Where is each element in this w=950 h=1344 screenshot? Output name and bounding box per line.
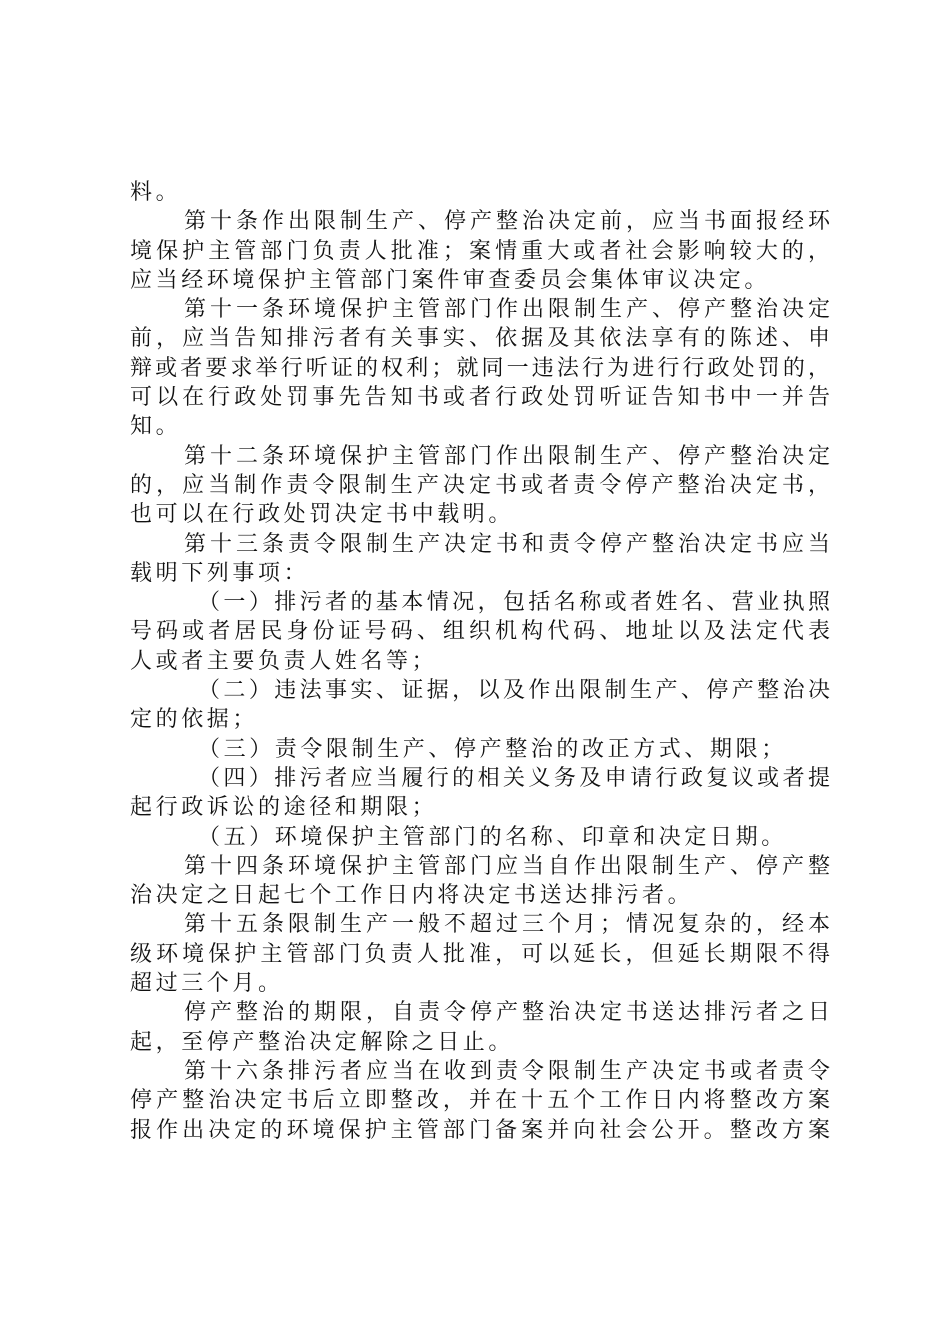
article-11-heading-line: 第十一条环境保护主管部门作出限制生产、停产整治决定 bbox=[184, 297, 830, 323]
text-line: 也可以在行政处罚决定书中载明。 bbox=[130, 502, 515, 528]
text-line: 号码或者居民身份证号码、组织机构代码、地址以及法定代表 bbox=[130, 619, 830, 645]
text-line: 起，至停产整治决定解除之日止。 bbox=[130, 1029, 515, 1055]
text-line: 知。 bbox=[130, 414, 182, 440]
text-line: 定的依据； bbox=[130, 707, 259, 733]
text-line: 停产整治决定书后立即整改，并在十五个工作日内将整改方案 bbox=[130, 1088, 830, 1114]
text-line: 辩或者要求举行听证的权利；就同一违法行为进行行政处罚的， bbox=[130, 355, 830, 381]
text-line: 报作出决定的环境保护主管部门备案并向社会公开。整改方案 bbox=[130, 1117, 830, 1143]
text-line: 的，应当制作责令限制生产决定书或者责令停产整治决定书， bbox=[130, 472, 830, 498]
article-16-heading-line: 第十六条排污者应当在收到责令限制生产决定书或者责令 bbox=[184, 1058, 830, 1084]
text-line: 治决定之日起七个工作日内将决定书送达排污者。 bbox=[130, 883, 694, 909]
list-item-2-line: （二）违法事实、证据，以及作出限制生产、停产整治决 bbox=[198, 678, 830, 704]
list-item-3-line: （三）责令限制生产、停产整治的改正方式、期限； bbox=[198, 736, 787, 762]
list-item-5-line: （五）环境保护主管部门的名称、印章和决定日期。 bbox=[198, 824, 787, 850]
text-line: 前，应当告知排污者有关事实、依据及其依法享有的陈述、申 bbox=[130, 326, 830, 352]
text-line: 载明下列事项： bbox=[130, 560, 310, 586]
text-line: 超过三个月。 bbox=[130, 971, 284, 997]
text-line: 料。 bbox=[130, 180, 182, 205]
article-12-heading-line: 第十二条环境保护主管部门作出限制生产、停产整治决定 bbox=[184, 443, 830, 469]
article-15-heading-line: 第十五条限制生产一般不超过三个月；情况复杂的，经本 bbox=[184, 912, 830, 938]
text-line: 起行政诉讼的途径和期限； bbox=[130, 795, 438, 821]
article-13-heading-line: 第十三条责令限制生产决定书和责令停产整治决定书应当 bbox=[184, 531, 830, 557]
article-10-heading-line: 第十条作出限制生产、停产整治决定前，应当书面报经环 bbox=[184, 209, 830, 235]
list-item-1-line: （一）排污者的基本情况，包括名称或者姓名、营业执照 bbox=[198, 590, 830, 616]
text-line: 人或者主要负责人姓名等； bbox=[130, 648, 438, 674]
document-body bbox=[130, 178, 830, 1145]
text-line: 境保护主管部门负责人批准；案情重大或者社会影响较大的， bbox=[130, 238, 830, 264]
text-line: 应当经环境保护主管部门案件审查委员会集体审议决定。 bbox=[130, 267, 771, 293]
text-line: 级环境保护主管部门负责人批准，可以延长，但延长期限不得 bbox=[130, 941, 830, 967]
paragraph-start-line: 停产整治的期限，自责令停产整治决定书送达排污者之日 bbox=[184, 1000, 830, 1026]
article-14-heading-line: 第十四条环境保护主管部门应当自作出限制生产、停产整 bbox=[184, 853, 830, 879]
list-item-4-line: （四）排污者应当履行的相关义务及申请行政复议或者提 bbox=[198, 765, 830, 791]
text-line: 可以在行政处罚事先告知书或者行政处罚听证告知书中一并告 bbox=[130, 385, 830, 411]
